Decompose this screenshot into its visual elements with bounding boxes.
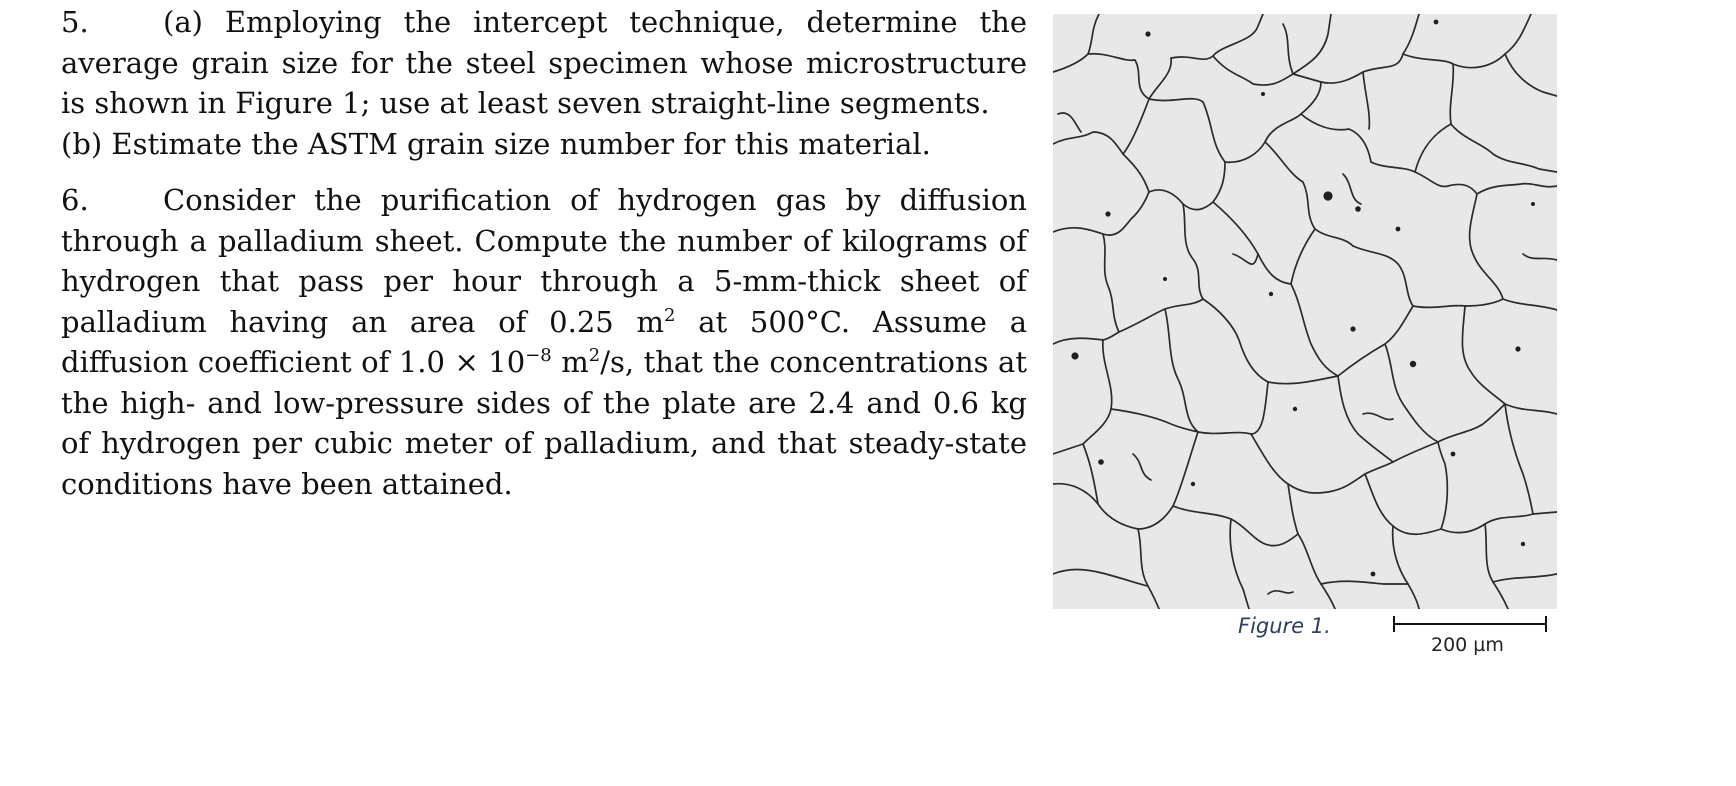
problem-number: 5. — [61, 5, 89, 39]
problem-5-part-a: (a) Employing the intercept technique, determine the average grain size for the steel specimen whose microstructure is shown in Figure 1; use at least seven straight-line segments. — [61, 5, 1027, 120]
problem-number: 6. — [61, 183, 89, 217]
problem-6-text: m — [551, 345, 589, 379]
scale-bar — [1392, 614, 1548, 634]
problem-6-text: at 500°C. Assume a diffusion coefficient of 1.0 × 10 — [61, 304, 1027, 379]
problem-6 — [61, 180, 1027, 504]
figure-caption: Figure 1. — [1238, 614, 1331, 638]
microstructure-image — [1053, 14, 1557, 609]
problem-5 — [61, 2, 1027, 164]
superscript: 2 — [663, 304, 676, 326]
problem-5-part-b: (b) Estimate the ASTM grain size number for this material. — [61, 126, 931, 161]
problem-6-text: Consider the purification of hydrogen gas by diffusion through a palladium sheet. Compute the number of kilograms of hydrogen that pass per hour through a 5-mm-thick sheet of palladium having an area of 0.25 m — [61, 183, 1027, 339]
scale-bar-label: 200 µm — [1431, 634, 1504, 656]
superscript: −8 — [525, 345, 552, 366]
problem-6-text: /s, that the concentrations at the high- and low-pressure sides of the plate are 2.4 and 0.6 kg of hydrogen per cubic meter of palladium, and that steady-state conditions have been attained. — [61, 345, 1028, 501]
problem-list — [61, 2, 1027, 504]
microstructure-figure — [1053, 14, 1557, 609]
superscript: 2 — [588, 345, 601, 366]
